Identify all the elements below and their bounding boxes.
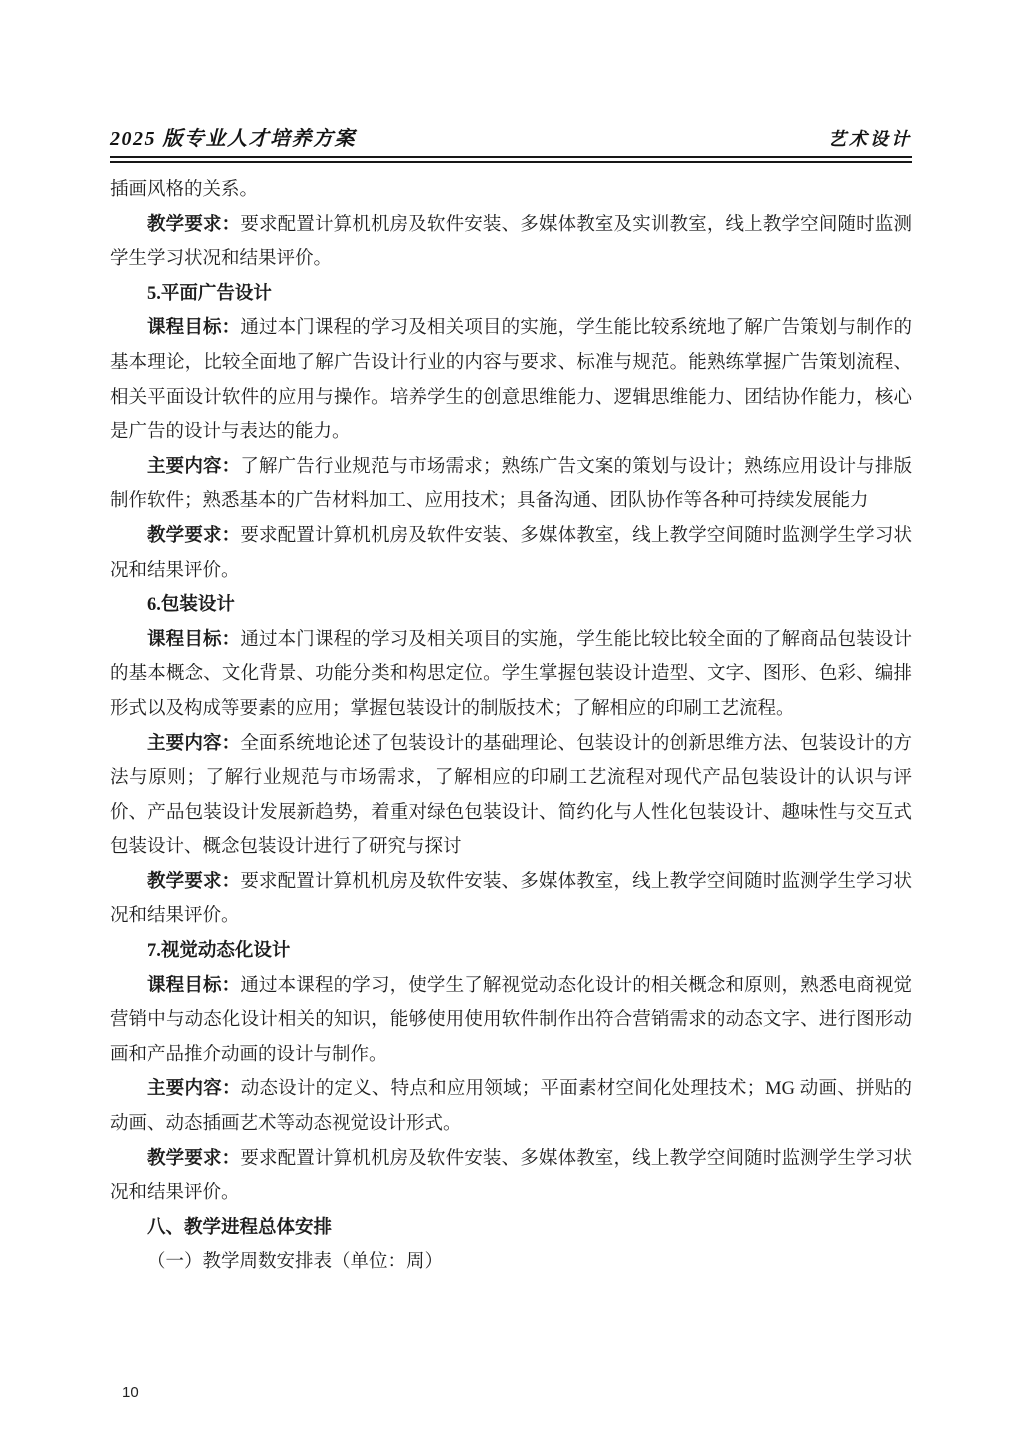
header-row [110, 122, 912, 156]
paragraph [110, 969, 912, 1073]
page-header [110, 122, 912, 163]
paragraph-text: 八、教学进程总体安排 [147, 1217, 333, 1238]
document-body [110, 173, 912, 1280]
header-left-title: 2025 版专业人才培养方案 [110, 128, 356, 150]
paragraph-text: 动态设计的定义、特点和应用领域；平面素材空间化处理技术；MG 动画、拼贴的动画、动态插画艺术等动态视觉设计形式。 [110, 1079, 912, 1135]
paragraph-label: 主要内容： [147, 456, 241, 477]
paragraph-text: 要求配置计算机机房及软件安装、多媒体教室，线上教学空间随时监测学生学习状况和结果评价。 [110, 525, 912, 581]
paragraph-label: 主要内容： [147, 1079, 241, 1100]
paragraph-text: 通过本门课程的学习及相关项目的实施，学生能比较系统地了解广告策划与制作的基本理论，比较全面地了解广告设计行业的内容与要求、标准与规范。能熟练掌握广告策划流程、相关平面设计软件的应用与操作。培养学生的创意思维能力、逻辑思维能力、团结协作能力，核心是广告的设计与表达的能力。 [110, 318, 912, 443]
paragraph-text: 要求配置计算机机房及软件安装、多媒体教室，线上教学空间随时监测学生学习状况和结果评价。 [110, 1148, 912, 1204]
paragraph [110, 865, 912, 934]
paragraph-label: 主要内容： [147, 733, 241, 754]
paragraph [110, 311, 912, 449]
paragraph-text: 要求配置计算机机房及软件安装、多媒体教室及实训教室，线上教学空间随时监测学生学习状况和结果评价。 [110, 214, 912, 270]
paragraph-text: 5.平面广告设计 [147, 283, 272, 304]
paragraph-label: 课程目标： [147, 629, 241, 650]
section-heading [110, 588, 912, 623]
header-divider [110, 156, 912, 163]
paragraph [110, 1072, 912, 1141]
paragraph-label: 教学要求： [147, 214, 241, 235]
paragraph [110, 1142, 912, 1211]
paragraph-label: 课程目标： [147, 318, 241, 339]
paragraph-text: 7.视觉动态化设计 [147, 941, 291, 962]
paragraph [110, 173, 912, 208]
paragraph [110, 519, 912, 588]
paragraph-text: 全面系统地论述了包装设计的基础理论、包装设计的创新思维方法、包装设计的方法与原则；了解行业规范与市场需求，了解相应的印刷工艺流程对现代产品包装设计的认识与评价、产品包装设计发展新趋势，着重对绿色包装设计、简约化与人性化包装设计、趣味性与交互式包装设计、概念包装设计进行了研究与探讨 [110, 733, 912, 858]
paragraph-text: 通过本门课程的学习及相关项目的实施，学生能比较比较全面的了解商品包装设计的基本概念、文化背景、功能分类和构思定位。学生掌握包装设计造型、文字、图形、色彩、编排形式以及构成等要素的应用；掌握包装设计的制版技术；了解相应的印刷工艺流程。 [110, 629, 912, 719]
paragraph-text: 6.包装设计 [147, 595, 235, 616]
paragraph-label: 教学要求： [147, 525, 241, 546]
section-heading [110, 277, 912, 312]
paragraph-label: 课程目标： [147, 975, 241, 996]
paragraph-text: （一）教学周数安排表（单位：周） [147, 1252, 444, 1273]
section-heading [110, 1211, 912, 1246]
header-right-title: 艺术设计 [828, 129, 912, 149]
paragraph [110, 450, 912, 519]
paragraph-label: 教学要求： [147, 1148, 241, 1169]
page-number: 10 [122, 1384, 139, 1401]
paragraph-text: 通过本课程的学习，使学生了解视觉动态化设计的相关概念和原则，熟悉电商视觉营销中与动态化设计相关的知识，能够使用使用软件制作出符合营销需求的动态文字、进行图形动画和产品推介动画的设计与制作。 [110, 975, 912, 1065]
paragraph [110, 1245, 912, 1280]
paragraph [110, 208, 912, 277]
paragraph [110, 727, 912, 865]
paragraph-text: 要求配置计算机机房及软件安装、多媒体教室，线上教学空间随时监测学生学习状况和结果评价。 [110, 871, 912, 927]
paragraph-text: 了解广告行业规范与市场需求；熟练广告文案的策划与设计；熟练应用设计与排版制作软件；熟悉基本的广告材料加工、应用技术；具备沟通、团队协作等各种可持续发展能力 [110, 456, 912, 512]
section-heading [110, 934, 912, 969]
paragraph-text: 插画风格的关系。 [110, 180, 259, 200]
paragraph [110, 623, 912, 727]
paragraph-label: 教学要求： [147, 871, 241, 892]
